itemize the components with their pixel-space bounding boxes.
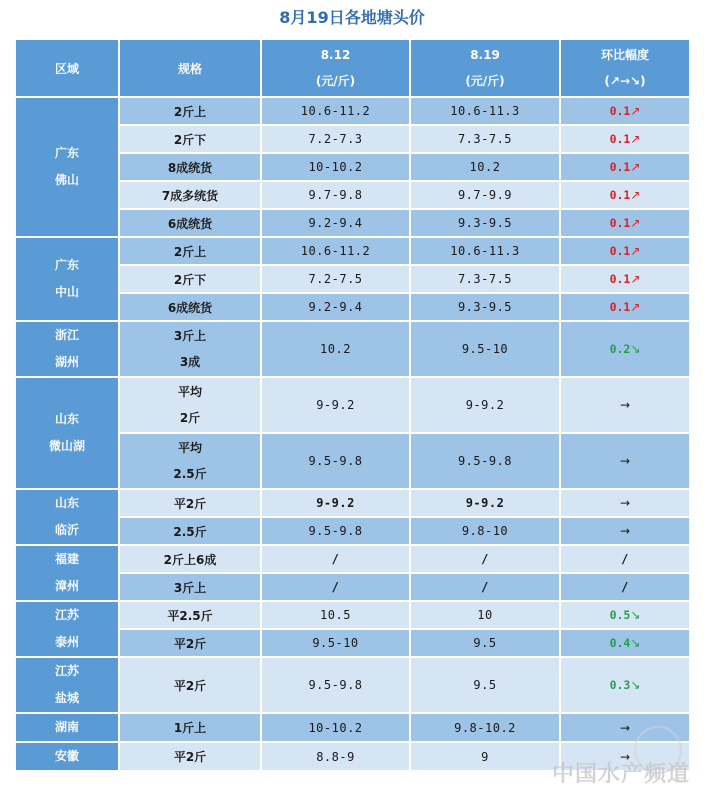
price-0819: 10.2: [410, 153, 560, 181]
price-0812: 10.2: [261, 321, 410, 377]
price-0819: 9-9.2: [410, 489, 560, 517]
arrow-flat-icon: →: [560, 377, 690, 433]
watermark: 中国水产频道: [551, 762, 690, 787]
spec-cell: 3斤上: [119, 573, 261, 601]
price-0812: 9.5-10: [261, 629, 410, 657]
price-0819: 9.3-9.5: [410, 293, 560, 321]
spec-cell: 平2斤: [119, 489, 261, 517]
table-row: [15, 377, 690, 433]
header-row: [15, 39, 690, 97]
change-cell: 0.1↗: [560, 153, 690, 181]
change-cell: 0.3↘: [560, 657, 690, 713]
price-0819: 9.8-10: [410, 517, 560, 545]
spec-cell: 2斤上: [119, 237, 261, 265]
price-0812: 9.5-9.8: [261, 657, 410, 713]
arrow-flat-icon: →: [560, 713, 690, 742]
price-0812: 10.6-11.2: [261, 97, 410, 125]
price-0812: 9.7-9.8: [261, 181, 410, 209]
price-0819: 9: [410, 742, 560, 771]
header-change: 环比幅度 (↗→↘): [560, 39, 690, 97]
region-cell: 广东 佛山: [15, 97, 119, 237]
spec-cell: 1斤上: [119, 713, 261, 742]
table-row: [15, 489, 690, 517]
spec-cell: 6成统货: [119, 293, 261, 321]
price-0819: 9.5: [410, 629, 560, 657]
spec-cell: 6成统货: [119, 209, 261, 237]
table-row: [15, 713, 690, 742]
price-0812: /: [261, 545, 410, 573]
arrow-down-icon: ↘: [630, 678, 641, 692]
table-row: [15, 601, 690, 629]
spec-cell: 7成多统货: [119, 181, 261, 209]
change-cell: 0.1↗: [560, 265, 690, 293]
spec-cell: 2.5斤: [119, 517, 261, 545]
region-cell: 湖南: [15, 713, 119, 742]
table-row: [15, 321, 690, 377]
arrow-flat-icon: →: [560, 489, 690, 517]
arrow-flat-icon: →: [560, 433, 690, 489]
price-0812: 7.2-7.5: [261, 265, 410, 293]
price-0819: 9.5: [410, 657, 560, 713]
price-0819: 9-9.2: [410, 377, 560, 433]
change-cell: 0.1↗: [560, 181, 690, 209]
change-cell: 0.1↗: [560, 293, 690, 321]
change-cell: 0.1↗: [560, 125, 690, 153]
price-0819: 9.7-9.9: [410, 181, 560, 209]
header-spec: 规格: [119, 39, 261, 97]
spec-cell: 平均 2.5斤: [119, 433, 261, 489]
region-cell: 江苏 泰州: [15, 601, 119, 657]
region-cell: 江苏 盐城: [15, 657, 119, 713]
arrow-down-icon: ↘: [630, 342, 641, 356]
region-cell: 安徽: [15, 742, 119, 771]
price-table: [14, 38, 691, 772]
page-title: 8月19日各地塘头价: [279, 8, 425, 27]
price-0812: 8.8-9: [261, 742, 410, 771]
price-0812: 10.5: [261, 601, 410, 629]
arrow-up-icon: ↗: [630, 216, 641, 230]
price-0812: 9.5-9.8: [261, 517, 410, 545]
spec-cell: 2斤上6成: [119, 545, 261, 573]
table-row: [15, 545, 690, 573]
arrow-up-icon: ↗: [630, 160, 641, 174]
spec-cell: 3斤上 3成: [119, 321, 261, 377]
arrow-up-icon: ↗: [630, 104, 641, 118]
price-0812: /: [261, 573, 410, 601]
region-cell: 福建 漳州: [15, 545, 119, 601]
region-cell: 广东 中山: [15, 237, 119, 321]
arrow-flat-icon: →: [560, 517, 690, 545]
price-0819: 10.6-11.3: [410, 97, 560, 125]
change-cell: /: [560, 545, 690, 573]
price-0812: 9.5-9.8: [261, 433, 410, 489]
change-cell: 0.2↘: [560, 321, 690, 377]
change-cell: 0.1↗: [560, 237, 690, 265]
price-0812: 9-9.2: [261, 377, 410, 433]
spec-cell: 平2斤: [119, 657, 261, 713]
price-0812: 7.2-7.3: [261, 125, 410, 153]
region-cell: 山东 微山湖: [15, 377, 119, 489]
table-row: [15, 657, 690, 713]
arrow-up-icon: ↗: [630, 272, 641, 286]
arrow-flat-icon: →: [560, 742, 690, 771]
price-0819: 9.3-9.5: [410, 209, 560, 237]
change-cell: 0.5↘: [560, 601, 690, 629]
price-0819: /: [410, 573, 560, 601]
price-0819: 10: [410, 601, 560, 629]
arrow-up-icon: ↗: [630, 188, 641, 202]
arrow-down-icon: ↘: [630, 636, 641, 650]
price-0812: 10-10.2: [261, 153, 410, 181]
price-0819: /: [410, 545, 560, 573]
spec-cell: 2斤下: [119, 265, 261, 293]
header-date2: 8.19 (元/斤): [410, 39, 560, 97]
spec-cell: 2斤下: [119, 125, 261, 153]
price-0819: 7.3-7.5: [410, 125, 560, 153]
price-0819: 10.6-11.3: [410, 237, 560, 265]
spec-cell: 平均 2斤: [119, 377, 261, 433]
table-row: [15, 237, 690, 265]
price-0812: 9.2-9.4: [261, 209, 410, 237]
price-0819: 9.5-9.8: [410, 433, 560, 489]
spec-cell: 平2斤: [119, 742, 261, 771]
spec-cell: 8成统货: [119, 153, 261, 181]
price-0812: 9.2-9.4: [261, 293, 410, 321]
header-region: 区域: [15, 39, 119, 97]
arrow-up-icon: ↗: [630, 300, 641, 314]
arrow-up-icon: ↗: [630, 244, 641, 258]
table-row: [15, 97, 690, 125]
region-cell: 浙江 湖州: [15, 321, 119, 377]
change-cell: /: [560, 573, 690, 601]
arrow-down-icon: ↘: [630, 608, 641, 622]
arrow-up-icon: ↗: [630, 132, 641, 146]
price-0819: 7.3-7.5: [410, 265, 560, 293]
price-0812: 9-9.2: [261, 489, 410, 517]
spec-cell: 2斤上: [119, 97, 261, 125]
price-0812: 10-10.2: [261, 713, 410, 742]
change-cell: 0.4↘: [560, 629, 690, 657]
spec-cell: 平2斤: [119, 629, 261, 657]
header-date1: 8.12 (元/斤): [261, 39, 410, 97]
price-0819: 9.5-10: [410, 321, 560, 377]
change-cell: 0.1↗: [560, 209, 690, 237]
spec-cell: 平2.5斤: [119, 601, 261, 629]
price-0819: 9.8-10.2: [410, 713, 560, 742]
region-cell: 山东 临沂: [15, 489, 119, 545]
price-0812: 10.6-11.2: [261, 237, 410, 265]
change-cell: 0.1↗: [560, 97, 690, 125]
